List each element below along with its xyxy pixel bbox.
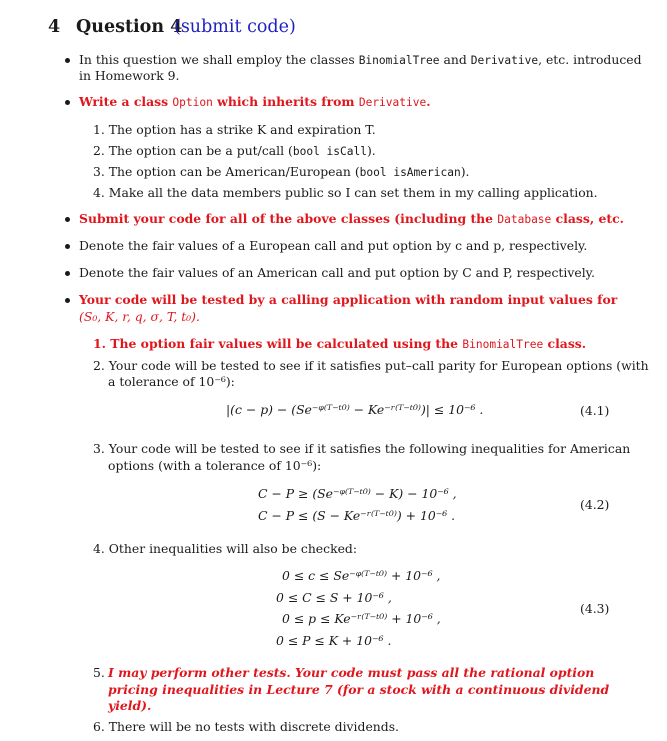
sub3-text: 3. The option can be American/European ( <box>93 164 360 179</box>
t1-text: 1. The option fair values will be calculated using the <box>93 336 459 351</box>
section-tag: (submit code) <box>174 17 296 37</box>
equation-4-3-c: 0 ≤ p ≤ Ke⁻ʳ⁽ᵀ⁻ᵗ⁰⁾ + 10⁻⁶ , <box>282 611 441 626</box>
equation-4-3-b: 0 ≤ C ≤ S + 10⁻⁶ , <box>276 590 392 605</box>
sub2-text: 2. The option can be a put/call ( <box>93 143 293 158</box>
code-binomialtree: BinomialTree <box>358 54 440 67</box>
submit-line <box>79 211 624 226</box>
code-iscall: bool isCall <box>292 145 367 158</box>
equation-number-4-3: (4.3) <box>580 601 610 616</box>
sub-item-2 <box>93 143 376 158</box>
sub-item-4: 4. Make all the data members public so I can set them in my calling application. <box>93 185 598 200</box>
equation-4-3-a: 0 ≤ c ≤ Se⁻ᵠ⁽ᵀ⁻ᵗ⁰⁾ + 10⁻⁶ , <box>282 568 441 583</box>
write-text-2: which inherits from <box>217 94 355 109</box>
write-dot: . <box>426 94 431 109</box>
intro-and: and <box>443 52 467 67</box>
code-derivative-2: Derivative <box>358 96 427 109</box>
equation-4-2-b: C − P ≤ (S − Ke⁻ʳ⁽ᵀ⁻ᵗ⁰⁾) + 10⁻⁶ . <box>258 508 456 523</box>
write-text: Write a class <box>79 94 169 109</box>
intro-line-1 <box>79 52 642 67</box>
code-option: Option <box>172 96 213 109</box>
code-isamerican: bool isAmerican <box>359 166 461 179</box>
test-item-5-line-1: I may perform other tests. Your code must pass all the rational option <box>108 665 595 680</box>
equation-4-3-d: 0 ≤ P ≤ K + 10⁻⁶ . <box>276 633 392 648</box>
sub2-end: ). <box>366 143 376 158</box>
intro-text-2: , etc. introduced <box>538 52 642 67</box>
bullet-dot <box>65 298 70 303</box>
test-item-4: 4. Other inequalities will also be checked: <box>93 541 358 556</box>
bullet-dot <box>65 217 70 222</box>
section-number: 4 <box>48 17 61 37</box>
test-item-5-line-2: pricing inequalities in Lecture 7 (for a stock with a continuous dividend <box>108 682 610 697</box>
submit-text: Submit your code for all of the above classes (including the <box>79 211 494 226</box>
equation-number-4-2: (4.2) <box>580 497 610 512</box>
bullet-dot <box>65 244 70 249</box>
test-item-1 <box>93 336 586 351</box>
tested-line-2: (S₀, K, r, q, σ, T, t₀). <box>79 309 200 324</box>
test-item-3-line-1: 3. Your code will be tested to see if it satisfies the following inequalities for American <box>93 441 631 456</box>
test-item-5-number: 5. <box>93 665 105 680</box>
test-item-2-line-1: 2. Your code will be tested to see if it satisfies put–call parity for European options (with <box>93 358 649 373</box>
bullet-dot <box>65 100 70 105</box>
t1-end: class. <box>547 336 587 351</box>
intro-text: In this question we shall employ the classes <box>79 52 355 67</box>
write-class-line <box>79 94 431 109</box>
intro-line-2: in Homework 9. <box>79 68 180 83</box>
test-item-5-line-3: yield). <box>108 698 152 713</box>
tested-line-1: Your code will be tested by a calling application with random input values for <box>79 292 618 307</box>
denote-european: Denote the fair values of a European call and put option by c and p, respectively. <box>79 238 588 253</box>
equation-4-2-a: C − P ≥ (Se⁻ᵠ⁽ᵀ⁻ᵗ⁰⁾ − K) − 10⁻⁶ , <box>258 486 457 501</box>
code-derivative: Derivative <box>470 54 539 67</box>
bullet-dot <box>65 271 70 276</box>
submit-text-2: class, etc. <box>555 211 624 226</box>
section-title: Question 4 <box>76 17 183 37</box>
equation-4-1: |(c − p) − (Se⁻ᵠ⁽ᵀ⁻ᵗ⁰⁾ − Ke⁻ʳ⁽ᵀ⁻ᵗ⁰⁾)| ≤ 10⁻⁶ . <box>226 402 484 417</box>
code-binomialtree-2: BinomialTree <box>462 338 544 351</box>
sub-item-1: 1. The option has a strike K and expiration T. <box>93 122 376 137</box>
test-item-2-line-2: a tolerance of 10⁻⁶): <box>108 374 235 389</box>
code-database: Database <box>497 213 552 226</box>
denote-american: Denote the fair values of an American call and put option by C and P, respectively. <box>79 265 595 280</box>
test-item-6: 6. There will be no tests with discrete dividends. <box>93 719 399 734</box>
sub-item-3 <box>93 164 469 179</box>
bullet-dot <box>65 58 70 63</box>
equation-number-4-1: (4.1) <box>580 403 610 418</box>
test-item-3-line-2: options (with a tolerance of 10⁻⁶): <box>108 458 322 473</box>
sub3-end: ). <box>460 164 470 179</box>
